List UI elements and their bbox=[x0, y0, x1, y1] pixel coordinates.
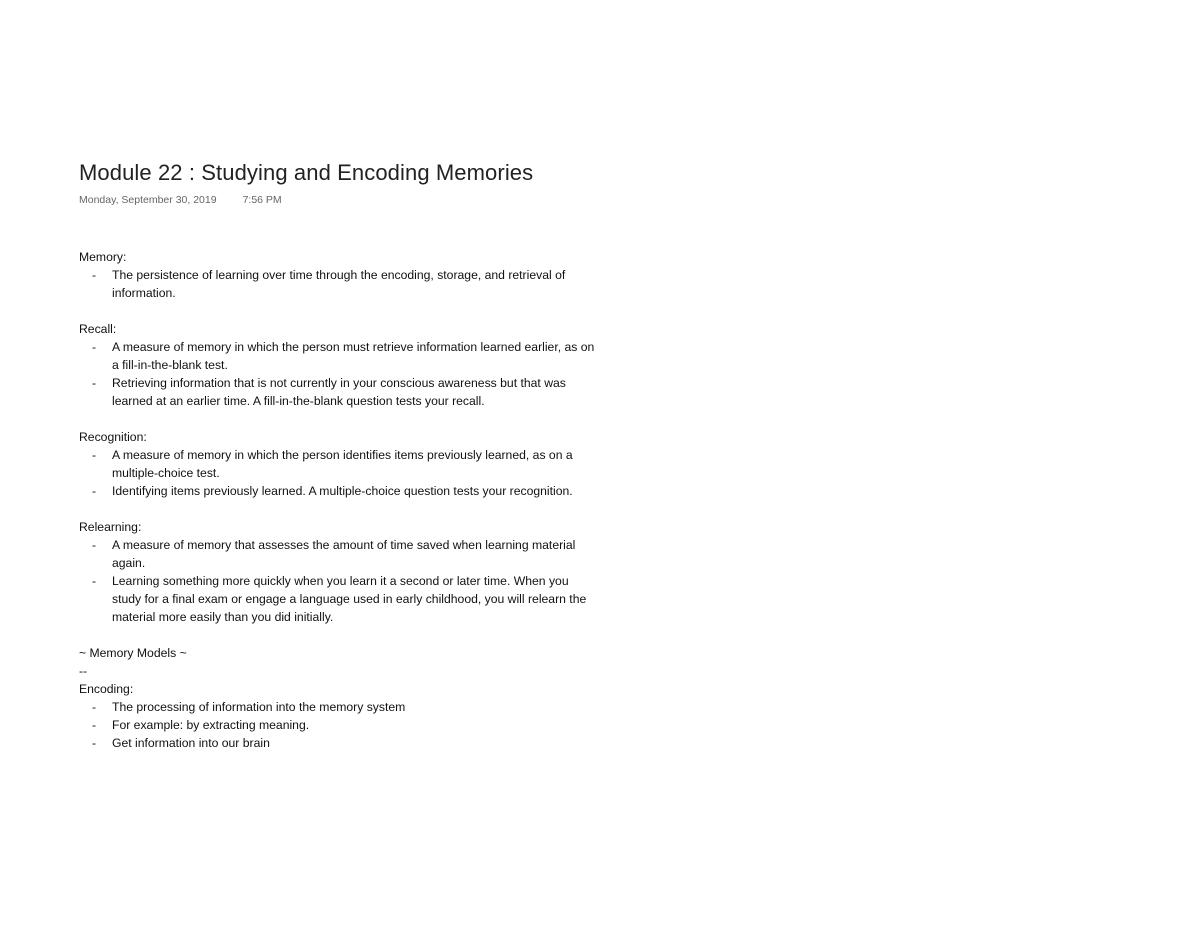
section-heading: Recognition: bbox=[79, 430, 147, 444]
bullet-list bbox=[79, 266, 619, 302]
bullet-text: Learning something more quickly when you learn it a second or later time. When you study for a final exam or engage a language used in early childhood, you will relearn the material more easily than you did initially. bbox=[112, 574, 587, 624]
page-date: Monday, September 30, 2019 bbox=[79, 194, 217, 206]
bullet-dash: - bbox=[92, 484, 97, 498]
bullet-dash: - bbox=[92, 574, 97, 588]
section-heading: Encoding: bbox=[79, 682, 134, 696]
list-item bbox=[79, 734, 600, 752]
section-heading: Memory: bbox=[79, 250, 127, 264]
section-recognition bbox=[79, 428, 619, 500]
bullet-text: Get information into our brain bbox=[112, 736, 270, 750]
list-item bbox=[79, 572, 600, 626]
bullet-dash: - bbox=[92, 538, 97, 552]
bullet-list bbox=[79, 446, 619, 500]
bullet-text: A measure of memory that assesses the amount of time saved when learning material again. bbox=[112, 538, 576, 570]
bullet-dash: - bbox=[92, 340, 97, 354]
bullet-text: For example: by extracting meaning. bbox=[112, 718, 310, 732]
bullet-text: Retrieving information that is not currently in your conscious awareness but that was learned at an earlier time. A fill-in-the-blank question tests your recall. bbox=[112, 376, 566, 408]
section-memory-models bbox=[79, 644, 619, 752]
section-relearning bbox=[79, 518, 619, 626]
list-item bbox=[79, 266, 600, 302]
models-heading: ~ Memory Models ~ bbox=[79, 646, 187, 660]
list-item bbox=[79, 374, 600, 410]
bullet-text: The persistence of learning over time through the encoding, storage, and retrieval of information. bbox=[112, 268, 566, 300]
bullet-list bbox=[79, 698, 619, 752]
bullet-dash: - bbox=[92, 718, 97, 732]
section-heading: Relearning: bbox=[79, 520, 142, 534]
section-heading: Recall: bbox=[79, 322, 117, 336]
section-recall bbox=[79, 320, 619, 410]
list-item bbox=[79, 716, 600, 734]
bullet-list bbox=[79, 536, 619, 626]
bullet-dash: - bbox=[92, 700, 97, 714]
separator-line: -- bbox=[79, 664, 88, 678]
bullet-text: A measure of memory in which the person identifies items previously learned, as on a multiple-choice test. bbox=[112, 448, 573, 480]
page-time: 7:56 PM bbox=[242, 194, 282, 206]
bullet-dash: - bbox=[92, 376, 97, 390]
bullet-list bbox=[79, 338, 619, 410]
bullet-text: A measure of memory in which the person must retrieve information learned earlier, as on a fill-in-the-blank test. bbox=[112, 340, 595, 372]
bullet-dash: - bbox=[92, 448, 97, 462]
bullet-dash: - bbox=[92, 268, 97, 282]
page-title: Module 22 : Studying and Encoding Memories bbox=[79, 160, 534, 185]
section-memory bbox=[79, 248, 619, 302]
bullet-text: Identifying items previously learned. A multiple-choice question tests your recognition. bbox=[112, 484, 573, 498]
list-item bbox=[79, 536, 600, 572]
list-item bbox=[79, 446, 600, 482]
list-item bbox=[79, 698, 600, 716]
page-meta bbox=[79, 194, 282, 206]
list-item bbox=[79, 338, 600, 374]
list-item bbox=[79, 482, 600, 500]
note-body bbox=[79, 248, 619, 752]
bullet-dash: - bbox=[92, 736, 97, 750]
bullet-text: The processing of information into the memory system bbox=[112, 700, 406, 714]
